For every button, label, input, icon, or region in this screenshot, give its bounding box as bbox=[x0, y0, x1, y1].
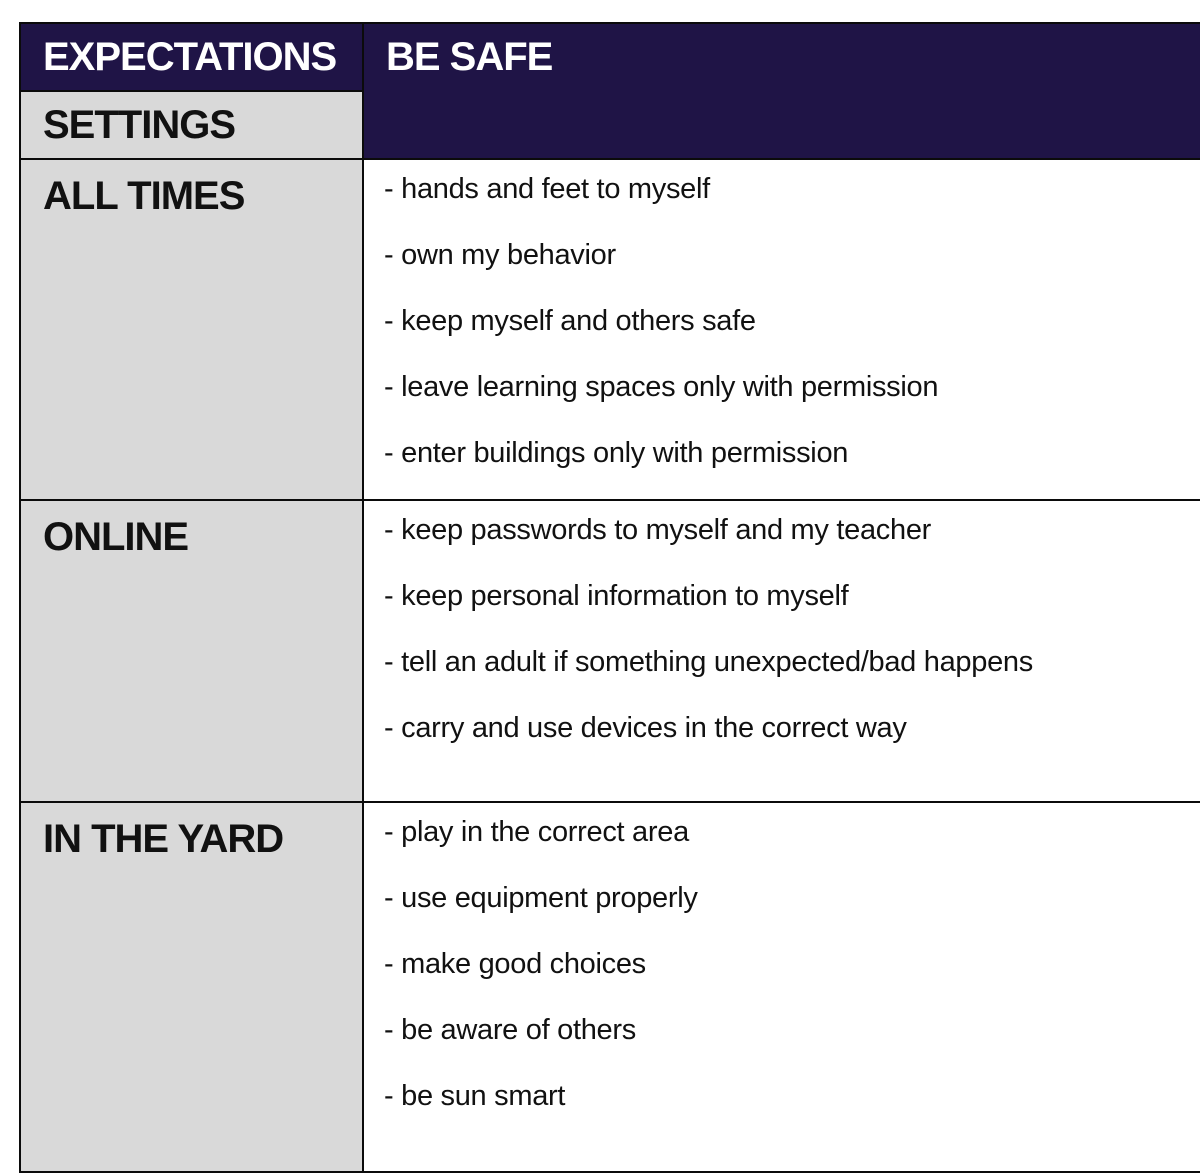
list-item: - carry and use devices in the correct way bbox=[384, 712, 907, 744]
be-safe-header: BE SAFE bbox=[363, 23, 1200, 159]
list-item: - own my behavior bbox=[384, 239, 616, 271]
expectation-list bbox=[384, 803, 1200, 1133]
list-item: - be sun smart bbox=[384, 1080, 566, 1112]
setting-cell-all-times bbox=[20, 159, 363, 500]
list-item: - make good choices bbox=[384, 948, 646, 980]
settings-header: SETTINGS bbox=[20, 91, 363, 159]
expectations-table bbox=[19, 22, 1200, 1173]
list-item: - keep personal information to myself bbox=[384, 580, 849, 612]
expectations-header: EXPECTATIONS bbox=[20, 23, 363, 91]
list-item: - keep myself and others safe bbox=[384, 305, 756, 337]
setting-label: ONLINE bbox=[43, 515, 189, 559]
setting-cell-online bbox=[20, 500, 363, 802]
header-row bbox=[20, 23, 1200, 91]
list-item: - play in the correct area bbox=[384, 816, 689, 848]
list-item: - enter buildings only with permission bbox=[384, 437, 849, 469]
table-row bbox=[20, 159, 1200, 500]
expectation-cell bbox=[363, 500, 1200, 802]
list-item: - tell an adult if something unexpected/bad happens bbox=[384, 646, 1033, 678]
expectation-list bbox=[384, 160, 1200, 490]
setting-label: IN THE YARD bbox=[43, 817, 284, 861]
list-item: - be aware of others bbox=[384, 1014, 636, 1046]
expectations-matrix bbox=[19, 22, 1200, 1117]
list-item: - keep passwords to myself and my teacher bbox=[384, 514, 931, 546]
list-item: - leave learning spaces only with permission bbox=[384, 371, 939, 403]
list-item: - use equipment properly bbox=[384, 882, 698, 914]
list-item: - hands and feet to myself bbox=[384, 173, 710, 205]
expectation-cell bbox=[363, 159, 1200, 500]
setting-label: ALL TIMES bbox=[43, 174, 245, 218]
table-row bbox=[20, 500, 1200, 802]
expectation-list bbox=[384, 501, 1200, 765]
